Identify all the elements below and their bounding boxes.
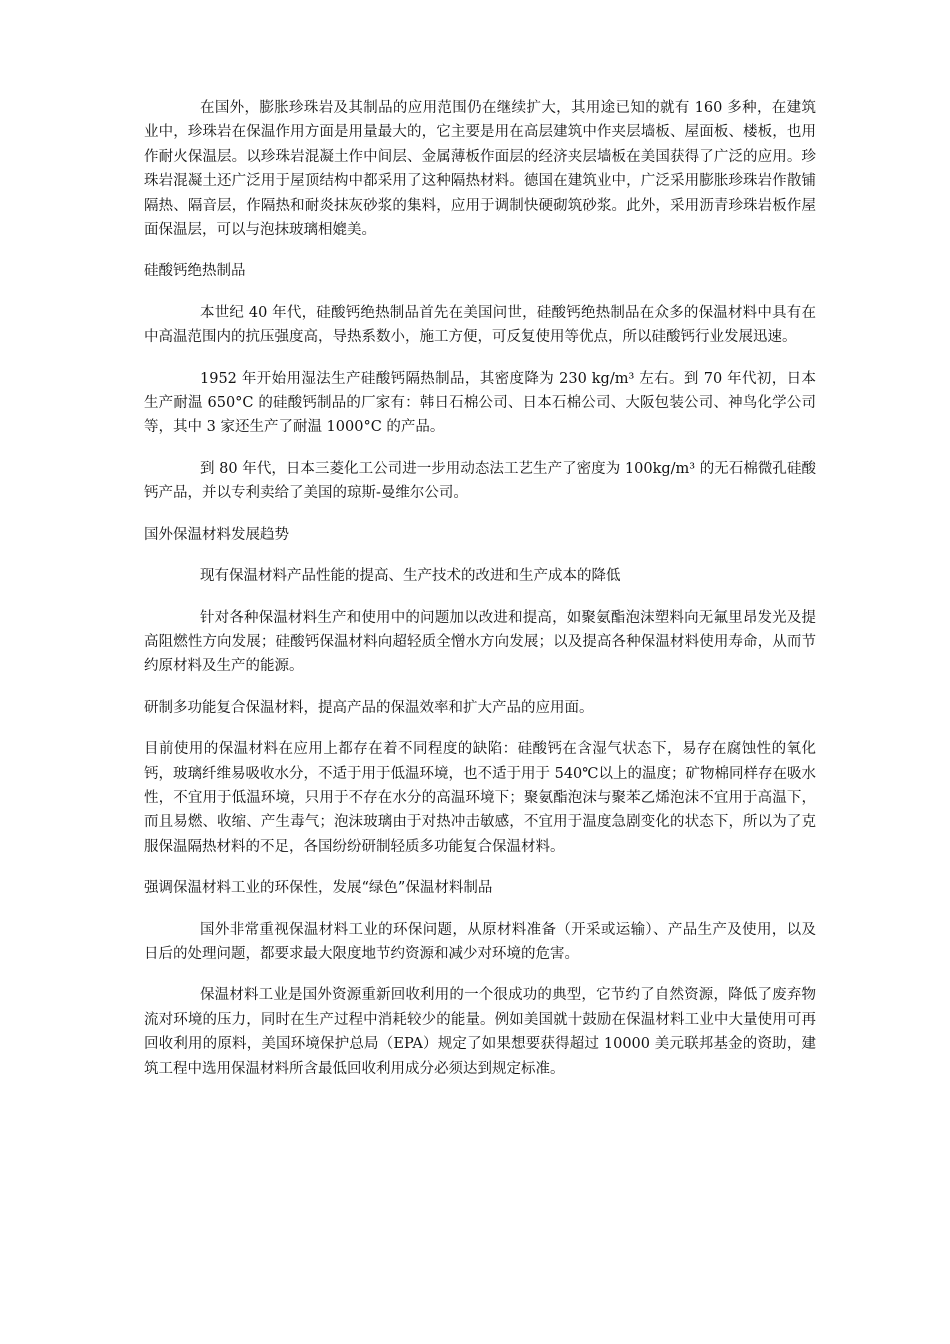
subheading-green-materials: 强调保温材料工业的环保性，发展“绿色”保温材料制品 — [144, 880, 493, 897]
paragraph-wet-process-1952: 1952 年开始用湿法生产硅酸钙隔热制品，其密度降为 230 kg/m³ 左右。到 70 年代初，日本生产耐温 650°C 的硅酸钙制品的厂家有：韩日石棉公司、日本石棉公司、大阪包装公司、神鸟化学公司等，其中 3 家还生产了耐温 1000°C 的产品。 — [144, 370, 816, 436]
paragraph-environmental-concern: 国外非常重视保温材料工业的环保问题，从原材料准备（开采或运输）、产品生产及使用，以及日后的处理问题，都要求最大限度地节约资源和减少对环境的危害。 — [144, 921, 816, 962]
paragraph-improvement-details: 针对各种保温材料生产和使用中的问题加以改进和提高，如聚氨酯泡沫塑料向无氟里昂发光及提高阻燃性方向发展；硅酸钙保温材料向超轻质全憎水方向发展；以及提高各种保温材料使用寿命，从而节约原材料及生产的能源。 — [144, 609, 816, 675]
heading-development-trends: 国外保温材料发展趋势 — [144, 526, 289, 543]
paragraph-calcium-silicate-origin: 本世纪 40 年代，硅酸钙绝热制品首先在美国问世，硅酸钙绝热制品在众多的保温材料中具有在中高温范围内的抗压强度高，导热系数小，施工方便，可反复使用等优点，所以硅酸钙行业发展迅速。 — [144, 304, 816, 346]
document-page — [144, 96, 816, 1081]
paragraph-recycling-example: 保温材料工业是国外资源重新回收利用的一个很成功的典型，它节约了自然资源，降低了废弃物流对环境的压力，同时在生产过程中消耗较少的能量。例如美国就十鼓励在保温材料工业中大量使用可再回收利用的原料，美国环境保护总局（EPA）规定了如果想要获得超过 10000 美元联邦基金的资助，建筑工程中选用保温材料所含最低回收利用成分必须达到规定标准。 — [144, 987, 816, 1077]
subheading-performance-improvement: 现有保温材料产品性能的提高、生产技术的改进和生产成本的降低 — [200, 568, 621, 585]
subheading-composite-materials: 研制多功能复合保温材料，提高产品的保温效率和扩大产品的应用面。 — [144, 699, 594, 716]
paragraph-perlite-abroad: 在国外，膨胀珍珠岩及其制品的应用范围仍在继续扩大，其用途已知的就有 160 多种，在建筑业中，珍珠岩在保温作用方面是用量最大的，它主要是用在高层建筑中作夹层墙板、屋面板、楼板，也用作耐火保温层。以珍珠岩混凝土作中间层、金属薄板作面层的经济夹层墙板在美国获得了广泛的应用。珍珠岩混凝土还广泛用于屋顶结构中都采用了这种隔热材料。德国在建筑业中，广泛采用膨胀珍珠岩作散铺隔热、隔音层，作隔热和耐炎抹灰砂浆的集料，应用于调制快硬砌筑砂浆。此外，采用沥青珍珠岩板作屋面保温层，可以与泡抹玻璃相媲美。 — [144, 100, 816, 239]
paragraph-mitsubishi-1980s: 到 80 年代，日本三菱化工公司进一步用动态法工艺生产了密度为 100kg/m³ 的无石棉微孔硅酸钙产品，并以专利卖给了美国的琼斯-曼维尔公司。 — [144, 460, 816, 502]
heading-calcium-silicate: 硅酸钙绝热制品 — [144, 263, 246, 280]
paragraph-material-defects: 目前使用的保温材料在应用上都存在着不同程度的缺陷：硅酸钙在含湿气状态下，易存在腐蚀性的氧化钙，玻璃纤维易吸收水分，不适于用于低温环境，也不适于用于 540℃以上的温度；矿物棉同样存在吸水性，不宜用于低温环境，只用于不存在水分的高温环境下；聚氨酯泡沫与聚苯乙烯泡沫不宜用于高温下，而且易燃、收缩、产生毒气；泡沫玻璃由于对热冲击敏感，不宜用于温度急剧变化的状态下，所以为了克服保温隔热材料的不足，各国纷纷研制轻质多功能复合保温材料。 — [144, 741, 817, 855]
